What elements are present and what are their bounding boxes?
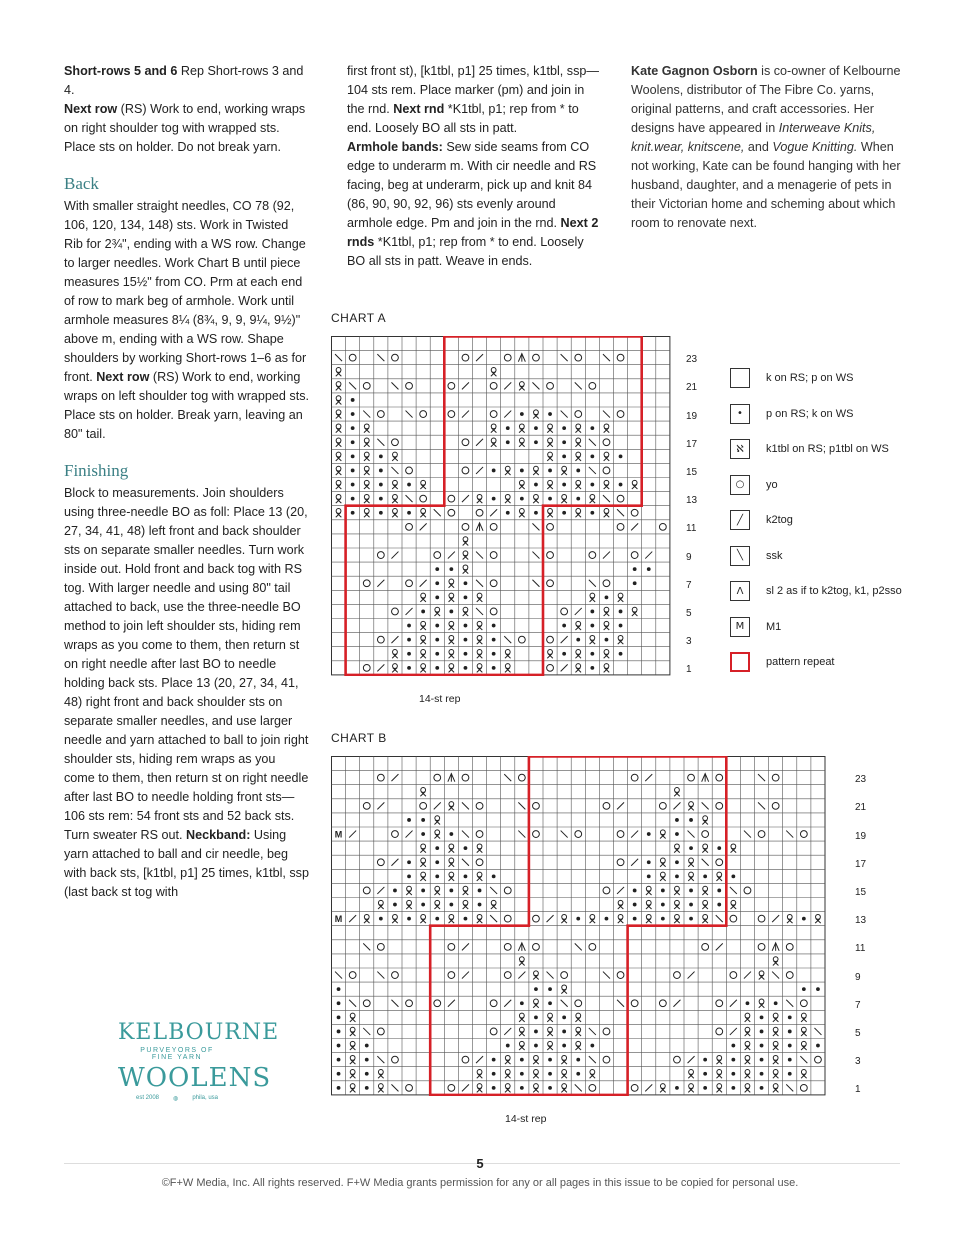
stitch-symbol	[337, 1002, 340, 1005]
stitch-symbol	[619, 610, 622, 613]
stitch-symbol	[506, 1044, 509, 1047]
chart-a-rep-label: 14-st rep	[419, 693, 461, 705]
stitch-symbol	[633, 889, 636, 892]
stitch-symbol	[704, 1058, 707, 1061]
stitch-symbol	[732, 1086, 735, 1089]
stitch-symbol	[450, 889, 453, 892]
stitch-symbol	[450, 568, 453, 571]
stitch-symbol	[351, 413, 354, 416]
stitch-symbol	[379, 455, 382, 458]
stitch-symbol	[676, 833, 679, 836]
row-number: 1	[855, 1084, 861, 1096]
stitch-symbol	[408, 483, 411, 486]
legend-symbol-icon: ○	[730, 475, 750, 495]
legend-item	[730, 404, 960, 428]
stitch-symbol	[464, 666, 467, 669]
stitch-symbol	[379, 483, 382, 486]
stitch-symbol	[351, 497, 354, 500]
stitch-symbol	[379, 469, 382, 472]
row-number: 21	[855, 802, 867, 814]
stitch-symbol	[351, 511, 354, 514]
row-number: 9	[855, 971, 861, 983]
legend-item	[730, 617, 960, 641]
legend-item	[730, 546, 960, 570]
finishing-heading: Finishing	[64, 461, 129, 480]
stitch-symbol	[817, 988, 820, 991]
stitch-symbol	[492, 638, 495, 641]
row-number: 21	[686, 382, 698, 394]
stitch-symbol	[577, 1058, 580, 1061]
stitch-symbol	[591, 666, 594, 669]
stitch-symbol	[337, 1072, 340, 1075]
stitch-symbol	[535, 1016, 538, 1019]
stitch-symbol	[492, 497, 495, 500]
legend-label: k1tbl on RS; p1tbl on WS	[766, 443, 889, 455]
stitch-symbol	[549, 1072, 552, 1075]
column-1	[64, 62, 309, 902]
stitch-symbol	[676, 861, 679, 864]
stitch-symbol	[337, 1044, 340, 1047]
stitch-symbol	[549, 1058, 552, 1061]
stitch-symbol	[365, 1086, 368, 1089]
row-number: 17	[686, 438, 698, 450]
stitch-symbol	[605, 917, 608, 920]
stitch-symbol	[535, 1030, 538, 1033]
stitch-symbol	[436, 875, 439, 878]
stitch-symbol	[335, 830, 343, 840]
stitch-symbol	[704, 1086, 707, 1089]
stitch-symbol	[563, 1016, 566, 1019]
stitch-symbol	[492, 666, 495, 669]
stitch-symbol	[351, 455, 354, 458]
stitch-symbol	[450, 903, 453, 906]
stitch-symbol	[337, 988, 340, 991]
stitch-symbol	[549, 413, 552, 416]
stitch-symbol	[774, 1002, 777, 1005]
legend-symbol-icon: Λ	[730, 581, 750, 601]
stitch-symbol	[464, 875, 467, 878]
stitch-symbol	[788, 1030, 791, 1033]
stitch-symbol	[591, 610, 594, 613]
stitch-symbol	[408, 861, 411, 864]
stitch-symbol	[436, 917, 439, 920]
stitch-symbol	[563, 652, 566, 655]
stitch-symbol	[563, 624, 566, 627]
stitch-symbol	[351, 399, 354, 402]
back-paragraph: With smaller straight needles, CO 78 (92, 106, 120, 134, 148) sts. Work in Twisted Rib for 2¾", ending with a WS row. Change to larger needles. Work Chart B until piece measures 15½" from CO. Prm at each end of row to mark beg of armhole. Work until armhole measures 8¼ (8¾, 9, 9, 9¼, 9½)" above m, ending with a WS row. Shape shoulders by working Short-rows 1–6 as for front. Next row (RS) Work to end, working wraps on left shoulder tog with wrapped sts. Place sts on holder. Break yarn, leaving an 80" tail.	[64, 199, 310, 441]
stitch-symbol	[563, 427, 566, 430]
stitch-symbol	[464, 847, 467, 850]
stitch-symbol	[337, 1086, 340, 1089]
chart-b-title: CHART B	[331, 731, 387, 745]
stitch-symbol	[478, 903, 481, 906]
stitch-symbol	[492, 624, 495, 627]
stitch-symbol	[478, 889, 481, 892]
row-number: 9	[686, 551, 692, 563]
stitch-symbol	[520, 469, 523, 472]
stitch-symbol	[718, 903, 721, 906]
stitch-symbol	[365, 1044, 368, 1047]
stitch-symbol	[732, 1058, 735, 1061]
stitch-symbol	[506, 511, 509, 514]
legend-label: k on RS; p on WS	[766, 372, 854, 384]
chart-a-grid	[331, 336, 671, 676]
stitch-symbol	[436, 666, 439, 669]
stitch-symbol	[704, 875, 707, 878]
stitch-symbol	[690, 819, 693, 822]
stitch-symbol	[591, 1044, 594, 1047]
stitch-symbol	[408, 638, 411, 641]
stitch-symbol	[464, 917, 467, 920]
stitch-symbol	[788, 1044, 791, 1047]
stitch-symbol	[337, 1058, 340, 1061]
stitch-symbol	[746, 1002, 749, 1005]
armhole-paragraph: Armhole bands: Sew side seams from CO edge to underarm m. With cir needle and RS facing, beg at underarm, pick up and knit 84 (86, 90, 90, 92, 96) sts evenly around armhole edge. Pm and join in the rnd. Next 2 rnds *K1tbl, p1; rep from * to end. Loosely BO all sts in patt. Weave in ends.	[347, 140, 599, 268]
stitch-symbol	[492, 469, 495, 472]
stitch-symbol	[788, 1016, 791, 1019]
stitch-symbol	[563, 455, 566, 458]
stitch-symbol	[351, 469, 354, 472]
yarn-ball-icon: ◍	[173, 1096, 179, 1102]
row-number: 23	[855, 774, 867, 786]
stitch-symbol	[760, 1030, 763, 1033]
stitch-symbol	[436, 568, 439, 571]
stitch-symbol	[436, 638, 439, 641]
stitch-symbol	[436, 596, 439, 599]
stitch-symbol	[690, 903, 693, 906]
stitch-symbol	[760, 1058, 763, 1061]
stitch-symbol	[535, 441, 538, 444]
stitch-symbol	[422, 889, 425, 892]
stitch-symbol	[690, 847, 693, 850]
stitch-symbol	[464, 638, 467, 641]
stitch-symbol	[408, 666, 411, 669]
stitch-symbol	[591, 455, 594, 458]
row-number: 15	[686, 466, 698, 478]
stitch-symbol	[549, 988, 552, 991]
stitch-symbol	[591, 652, 594, 655]
stitch-symbol	[760, 1044, 763, 1047]
stitch-symbol	[633, 582, 636, 585]
stitch-symbol	[704, 1072, 707, 1075]
stitch-symbol	[337, 1030, 340, 1033]
row-number: 3	[855, 1056, 861, 1068]
stitch-symbol	[394, 889, 397, 892]
stitch-symbol	[619, 483, 622, 486]
stitch-symbol	[732, 1044, 735, 1047]
stitch-symbol	[563, 1030, 566, 1033]
stitch-symbol	[633, 568, 636, 571]
stitch-symbol	[647, 875, 650, 878]
stitch-symbol	[492, 1058, 495, 1061]
legend-symbol-icon	[730, 368, 750, 388]
legend-item	[730, 510, 960, 534]
stitch-symbol	[408, 652, 411, 655]
row-number: 5	[686, 607, 692, 619]
stitch-symbol	[379, 917, 382, 920]
legend-item	[730, 652, 960, 676]
stitch-symbol	[365, 1058, 368, 1061]
chart-b-rep-label: 14-st rep	[505, 1113, 547, 1125]
legend-item	[730, 439, 960, 463]
stitch-symbol	[422, 610, 425, 613]
stitch-symbol	[464, 596, 467, 599]
stitch-symbol	[577, 1072, 580, 1075]
stitch-symbol	[520, 497, 523, 500]
stitch-symbol	[563, 511, 566, 514]
short-rows-5-6-paragraph: Short-rows 5 and 6 Rep Short-rows 3 and 4.	[64, 64, 304, 97]
column-2	[347, 62, 603, 271]
row-number: 17	[855, 858, 867, 870]
stitch-symbol	[577, 638, 580, 641]
legend-symbol-icon: ℵ	[730, 439, 750, 459]
stitch-symbol	[335, 914, 343, 924]
row-number: 5	[855, 1027, 861, 1039]
legend-label: yo	[766, 478, 778, 491]
legend-symbol-icon: ╱	[730, 510, 750, 530]
legend-label: ssk	[766, 549, 783, 562]
stitch-symbol	[351, 427, 354, 430]
stitch-symbol	[718, 889, 721, 892]
stitch-symbol	[676, 875, 679, 878]
row-number: 13	[686, 495, 698, 507]
stitch-symbol	[549, 1002, 552, 1005]
stitch-symbol	[690, 917, 693, 920]
stitch-symbol	[605, 596, 608, 599]
stitch-symbol	[760, 1072, 763, 1075]
stitch-symbol	[535, 483, 538, 486]
stitch-symbol	[337, 1016, 340, 1019]
stitch-symbol	[577, 917, 580, 920]
chart-b-grid	[331, 756, 831, 1096]
stitch-symbol	[760, 1086, 763, 1089]
stitch-symbol	[676, 819, 679, 822]
stitch-symbol	[450, 610, 453, 613]
row-number: 3	[686, 636, 692, 648]
stitch-symbol	[379, 511, 382, 514]
row-number: 23	[686, 354, 698, 366]
row-number: 1	[686, 664, 692, 676]
stitch-symbol	[436, 847, 439, 850]
stitch-symbol	[817, 1044, 820, 1047]
svg-text:M: M	[334, 914, 343, 925]
chart-a-title: CHART A	[331, 311, 387, 325]
row-number: 11	[855, 943, 866, 955]
stitch-symbol	[436, 861, 439, 864]
stitch-symbol	[577, 469, 580, 472]
row-number: 13	[855, 915, 867, 927]
stitch-symbol	[591, 624, 594, 627]
legend-symbol-icon	[730, 652, 750, 672]
stitch-symbol	[408, 624, 411, 627]
kelbourne-woolens-logo: KELBOURNE PURVEYORS OF FINE YARN WOOLENS est 2008 ◍ phila, usa	[118, 1020, 280, 1102]
stitch-symbol	[408, 511, 411, 514]
stitch-symbol	[577, 497, 580, 500]
stitch-symbol	[506, 441, 509, 444]
row-number: 7	[855, 999, 861, 1011]
stitch-symbol	[732, 875, 735, 878]
row-number: 15	[855, 886, 867, 898]
stitch-symbol	[464, 652, 467, 655]
stitch-symbol	[591, 427, 594, 430]
stitch-symbol	[591, 483, 594, 486]
stitch-symbol	[464, 582, 467, 585]
stitch-symbol	[520, 413, 523, 416]
stitch-symbol	[422, 903, 425, 906]
stitch-symbol	[788, 1072, 791, 1075]
legend-symbol-icon: ╲	[730, 546, 750, 566]
stitch-symbol	[436, 652, 439, 655]
row-number: 19	[855, 830, 867, 842]
stitch-symbol	[619, 455, 622, 458]
back-heading: Back	[64, 174, 99, 193]
next-row-paragraph: Next row (RS) Work to end, working wraps on right shoulder tog with wrapped sts. Place sts on holder. Do not break yarn.	[64, 102, 306, 154]
stitch-symbol	[464, 624, 467, 627]
stitch-symbol	[633, 903, 636, 906]
stitch-symbol	[718, 847, 721, 850]
stitch-symbol	[520, 1086, 523, 1089]
stitch-symbol	[351, 483, 354, 486]
stitch-symbol	[690, 889, 693, 892]
row-number: 11	[686, 523, 697, 535]
stitch-symbol	[661, 917, 664, 920]
legend-symbol-icon: •	[730, 404, 750, 424]
stitch-symbol	[591, 511, 594, 514]
stitch-symbol	[563, 483, 566, 486]
legend-label: k2tog	[766, 514, 793, 526]
legend-label: pattern repeat	[766, 656, 835, 668]
stitch-symbol	[619, 652, 622, 655]
stitch-symbol	[506, 427, 509, 430]
stitch-symbol	[422, 833, 425, 836]
stitch-symbol	[647, 833, 650, 836]
stitch-symbol	[788, 1058, 791, 1061]
stitch-symbol	[619, 624, 622, 627]
stitch-symbol	[492, 1072, 495, 1075]
stitch-symbol	[436, 624, 439, 627]
stitch-symbol	[535, 988, 538, 991]
stitch-symbol	[520, 1002, 523, 1005]
copyright-notice: ©F+W Media, Inc. All rights reserved. F+W Media grants permission for any or all pages in this issue to be copied for personal use.	[161, 1177, 799, 1189]
stitch-symbol	[661, 903, 664, 906]
stitch-symbol	[520, 1072, 523, 1075]
legend-item	[730, 475, 960, 499]
stitch-symbol	[351, 441, 354, 444]
stitch-symbol	[802, 917, 805, 920]
stitch-symbol	[408, 875, 411, 878]
stitch-symbol	[535, 427, 538, 430]
stitch-symbol	[647, 861, 650, 864]
page-number: 5	[476, 1156, 484, 1171]
author-bio: Kate Gagnon Osborn is co-owner of Kelbourne Woolens, distributor of The Fibre Co. yarns, original patterns, and craft accessories. Her designs have appeared in Interweave Knits, knit.wear, knitscene, and Vogue Knitting. When not working, Kate can be found hanging with her husband, daughter, and a menagerie of pets in their Victorian home and scheming about which room to renovate next.	[631, 64, 901, 230]
svg-text:M: M	[334, 829, 343, 840]
legend-item	[730, 368, 960, 392]
stitch-symbol	[535, 511, 538, 514]
stitch-symbol	[450, 833, 453, 836]
stitch-symbol	[365, 1072, 368, 1075]
stitch-symbol	[436, 582, 439, 585]
stitch-symbol	[549, 469, 552, 472]
stitch-symbol	[732, 1072, 735, 1075]
stitch-symbol	[563, 441, 566, 444]
stitch-symbol	[422, 819, 425, 822]
stitch-symbol	[549, 1086, 552, 1089]
stitch-symbol	[492, 1086, 495, 1089]
stitch-symbol	[394, 903, 397, 906]
stitch-symbol	[647, 568, 650, 571]
stitch-symbol	[563, 1044, 566, 1047]
neckband-cont-paragraph: first front st), [k1tbl, p1] 25 times, k1tbl, ssp—104 sts rem. Place marker (pm) and join in the rnd. Next rnd *K1tbl, p1; rep from * to end. Loosely BO all sts in patt.	[347, 64, 599, 135]
legend-label: M1	[766, 620, 782, 633]
row-number: 7	[686, 579, 692, 591]
legend-item	[730, 581, 960, 605]
stitch-symbol	[802, 988, 805, 991]
stitch-symbol	[535, 1044, 538, 1047]
stitch-symbol	[492, 652, 495, 655]
legend-label: sl 2 as if to k2tog, k1, p2sso	[766, 585, 902, 597]
finishing-paragraph: Block to measurements. Join shoulders using three-needle BO as foll: Place 13 (20, 27, 34, 41, 48) left front and back shoulder sts on separate smaller needles. Turn work inside out. Hold front and back tog with RS tog. With larger needle and using 80" tail attached to back, use the three-needle BO method to join left shoulder sts, hiding rem wraps as you come to them, then return st on right needle after last BO to needle holding back sts. Place 13 (20, 27, 34, 41, 48) right front and back shoulder sts on separate smaller needles, and use larger needle and yarn attached to ball to join right shoulder sts, hiding rem wraps as you come to them, then return st on right needle after last BO to needle holding front sts—106 sts rem: 54 front sts and 52 back sts. Turn sweater RS out. Neckband: Using yarn attached to ball and cir needle, beg with back sts, [k1tbl, p1] 25 times, k1tbl, ssp (last back st tog with	[64, 486, 309, 899]
stitch-symbol	[408, 819, 411, 822]
stitch-symbol	[408, 917, 411, 920]
stitch-symbol	[661, 889, 664, 892]
stitch-symbol	[520, 1058, 523, 1061]
stitch-symbol	[379, 497, 382, 500]
stitch-symbol	[549, 497, 552, 500]
row-number: 19	[686, 410, 698, 422]
legend-symbol-icon: M	[730, 617, 750, 637]
stitch-symbol	[760, 1016, 763, 1019]
stitch-symbol	[492, 875, 495, 878]
stitch-symbol	[605, 638, 608, 641]
stitch-symbol	[633, 917, 636, 920]
legend-label: p on RS; k on WS	[766, 407, 854, 420]
stitch-symbol	[676, 1086, 679, 1089]
